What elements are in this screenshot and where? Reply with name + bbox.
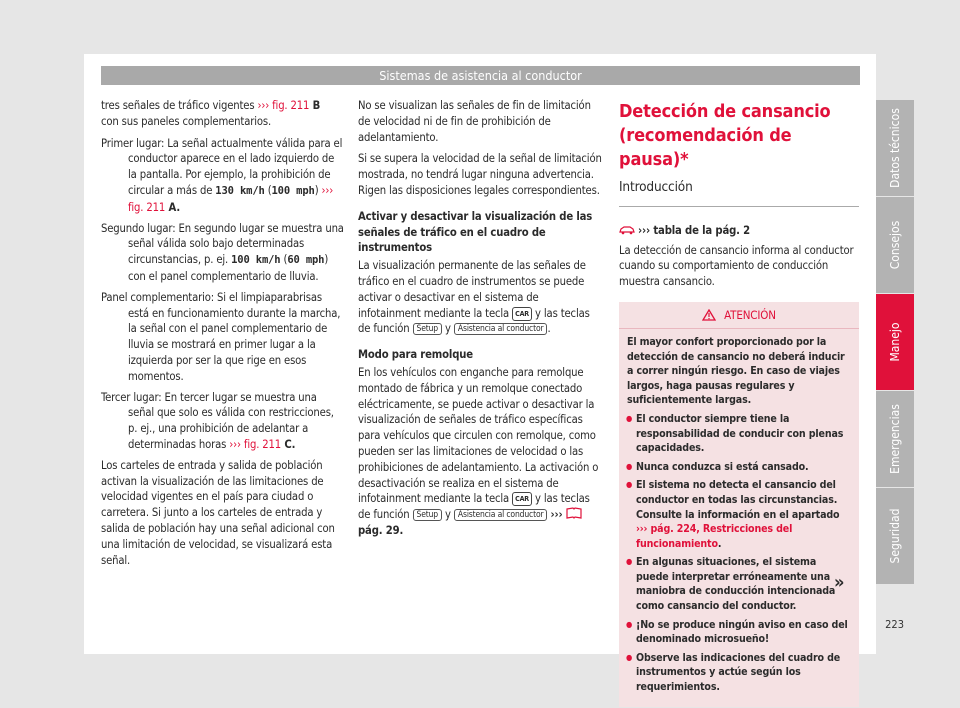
item-tercer-lugar [101, 390, 345, 453]
tab-emergencias[interactable] [876, 391, 914, 487]
side-tabs [876, 100, 914, 585]
text: C. [281, 437, 296, 451]
setup-key[interactable]: Setup [413, 323, 443, 335]
warning-bullet: ● En algunas situaciones, el sistema puede interpretar erróneamente una maniobra de conducción intencionada como cansancio del conductor. [627, 555, 851, 613]
tab-label: Datos técnicos [888, 108, 902, 188]
page-number: 223 [885, 618, 904, 631]
text: Si el limpiaparabrisas está en funcionamiento durante la marcha, la señal con el panel complementario de lluvia se mostrará en primer lugar a la izquierda por ser la que rige en esos momentos. [128, 290, 341, 383]
text: En los vehículos con enganche para remolque montado de fábrica y un remolque conectado eléctricamente, se puede activar o desactivar la visualización de señales de tráfico específicas para vehículos que circulen con remolque, como pueden ser las limitaciones de velocidad o las prohibiciones de adelantamiento. La activación o desactivación se realiza en el sistema de infotainment mediante la tecla [358, 365, 599, 506]
text: ( [264, 183, 272, 197]
tab-label: Emergencias [888, 404, 902, 474]
tab-consejos[interactable] [876, 197, 914, 293]
tab-datos-tecnicos[interactable] [876, 100, 914, 196]
text: y las teclas de función [358, 306, 590, 336]
paragraph-remolque [358, 365, 602, 539]
text: ) [314, 183, 322, 197]
item-primer-lugar [101, 136, 345, 216]
warning-intro: El mayor confort proporcionado por la detección de cansancio no deberá inducir a correr ningún riesgo. En caso de viajes largos, haga pausas regulares y suficientemente largas. [627, 335, 845, 407]
paragraph-intro-cansancio: La detección de cansancio informa al conductor cuando su comportamiento de conducción muestra cansancio. [619, 243, 854, 289]
text: ) con el panel complementario de lluvia. [128, 253, 329, 283]
heading-remolque: Modo para remolque [358, 348, 473, 362]
tab-label: Seguridad [888, 508, 902, 564]
car-info-icon [619, 224, 635, 235]
car-key-icon[interactable]: CAR [512, 307, 532, 321]
asistencia-key[interactable]: Asistencia al conductor [454, 509, 548, 521]
warning-bullet: ● Observe las indicaciones del cuadro de instrumentos y actúe según los requerimientos. [627, 651, 851, 695]
warning-triangle-icon [702, 309, 716, 321]
warning-body [619, 335, 859, 695]
term: Tercer lugar: [101, 390, 162, 404]
paragraph-velocidad: Si se supera la velocidad de la señal de limitación mostrada, no tendrá lugar ninguna advertencia. Rigen las disposiciones legales correspondientes. [358, 152, 602, 197]
section-subtitle: Introducción [619, 179, 693, 195]
page-ref[interactable]: pág. 29 [358, 523, 400, 537]
text: . [717, 537, 722, 550]
ref-line [619, 223, 859, 239]
column-middle [358, 98, 602, 545]
text: La señal actualmente válida para el conductor aparece en el lado izquierdo de la pantalla. Por ejemplo, la prohibición de circular a más de [128, 136, 343, 197]
column-right [619, 100, 859, 707]
heading-activar: Activar y desactivar la visualización de las señales de tráfico en el cuadro de instrumentos [358, 209, 593, 255]
paragraph-activar [358, 258, 602, 337]
text: B [309, 99, 321, 112]
paragraph-intro [101, 98, 345, 130]
text: . [547, 322, 551, 336]
fig-link[interactable]: ››› fig. 211 [257, 99, 310, 112]
speed-value: 100 km/h [231, 254, 281, 267]
text: En segundo lugar se muestra una señal válida solo bajo determinadas circunstancias, p. ej. [128, 221, 344, 267]
speed-value: 130 km/h [215, 184, 265, 197]
paragraph-carteles: Los carteles de entrada y salida de población activan la visualización de las limitaciones de velocidad vigentes en el país para ciudad o carretera. Si junto a los carteles de entrada y salida de población hay una señal adicional con una limitación de velocidad, se visualizará esta señal. [101, 458, 335, 567]
page-header: Sistemas de asistencia al conductor [101, 66, 860, 85]
page-link[interactable]: ››› pág. 224, Restricciones del funcionamiento [636, 523, 793, 550]
page-link[interactable]: ››› [550, 508, 563, 522]
divider [619, 206, 859, 207]
tab-label: Consejos [888, 220, 902, 270]
text: y las teclas de función [358, 492, 590, 522]
item-segundo-lugar [101, 221, 345, 285]
fig-link[interactable]: ››› fig. 211 [128, 183, 334, 214]
warning-bullet: ● El conductor siempre tiene la responsabilidad de conducir con plenas capacidades. [627, 412, 851, 456]
text: y [442, 322, 454, 336]
tab-manejo[interactable] [876, 294, 914, 390]
fig-link[interactable]: ››› fig. 211 [229, 437, 282, 451]
item-panel-complementario [101, 290, 345, 385]
tab-seguridad[interactable] [876, 488, 914, 584]
text: tres señales de tráfico vigentes [101, 99, 258, 112]
speed-value: 60 mph [287, 254, 325, 267]
text: con sus paneles complementarios. [101, 114, 271, 128]
term: Panel complementario: [101, 290, 215, 304]
tab-label: Manejo [888, 322, 902, 362]
warning-title: ATENCIÓN [724, 307, 776, 322]
text: A. [165, 200, 181, 214]
book-icon [566, 507, 582, 519]
continue-marker: » [834, 572, 845, 593]
car-key-icon[interactable]: CAR [512, 492, 532, 506]
table-link[interactable]: ››› tabla de la pág. 2 [638, 223, 751, 237]
text: y [442, 508, 454, 522]
text: En tercer lugar se muestra una señal que solo es válida con restricciones, p. ej., una prohibición de adelantar a determinadas horas [128, 390, 334, 451]
text: ( [280, 253, 288, 267]
speed-value: 100 mph [271, 184, 315, 197]
section-title: Detección de cansancio (recomendación de pausa)* [619, 101, 831, 170]
warning-header [619, 302, 859, 329]
text: . [399, 523, 404, 537]
text: La visualización permanente de las señales de tráfico en el cuadro de instrumentos se puede activar o desactivar en el sistema de infotainment mediante la tecla [358, 259, 586, 320]
warning-box [619, 302, 859, 707]
text: El sistema no detecta el cansancio del conductor en todas las circunstancias. Consulte la información en el apartado [636, 479, 840, 521]
setup-key[interactable]: Setup [413, 509, 443, 521]
term: Primer lugar: [101, 136, 165, 150]
term: Segundo lugar: [101, 221, 176, 235]
column-left [101, 98, 345, 574]
warning-bullet: ● ¡No se produce ningún aviso en caso del denominado microsueño! [627, 618, 851, 647]
asistencia-key[interactable]: Asistencia al conductor [454, 323, 548, 335]
warning-bullet: ● Nunca conduzca si está cansado. [627, 460, 851, 475]
paragraph-fin-limitacion: No se visualizan las señales de fin de limitación de velocidad ni de fin de prohibición de adelantamiento. [358, 99, 591, 144]
warning-bullet [627, 478, 851, 551]
